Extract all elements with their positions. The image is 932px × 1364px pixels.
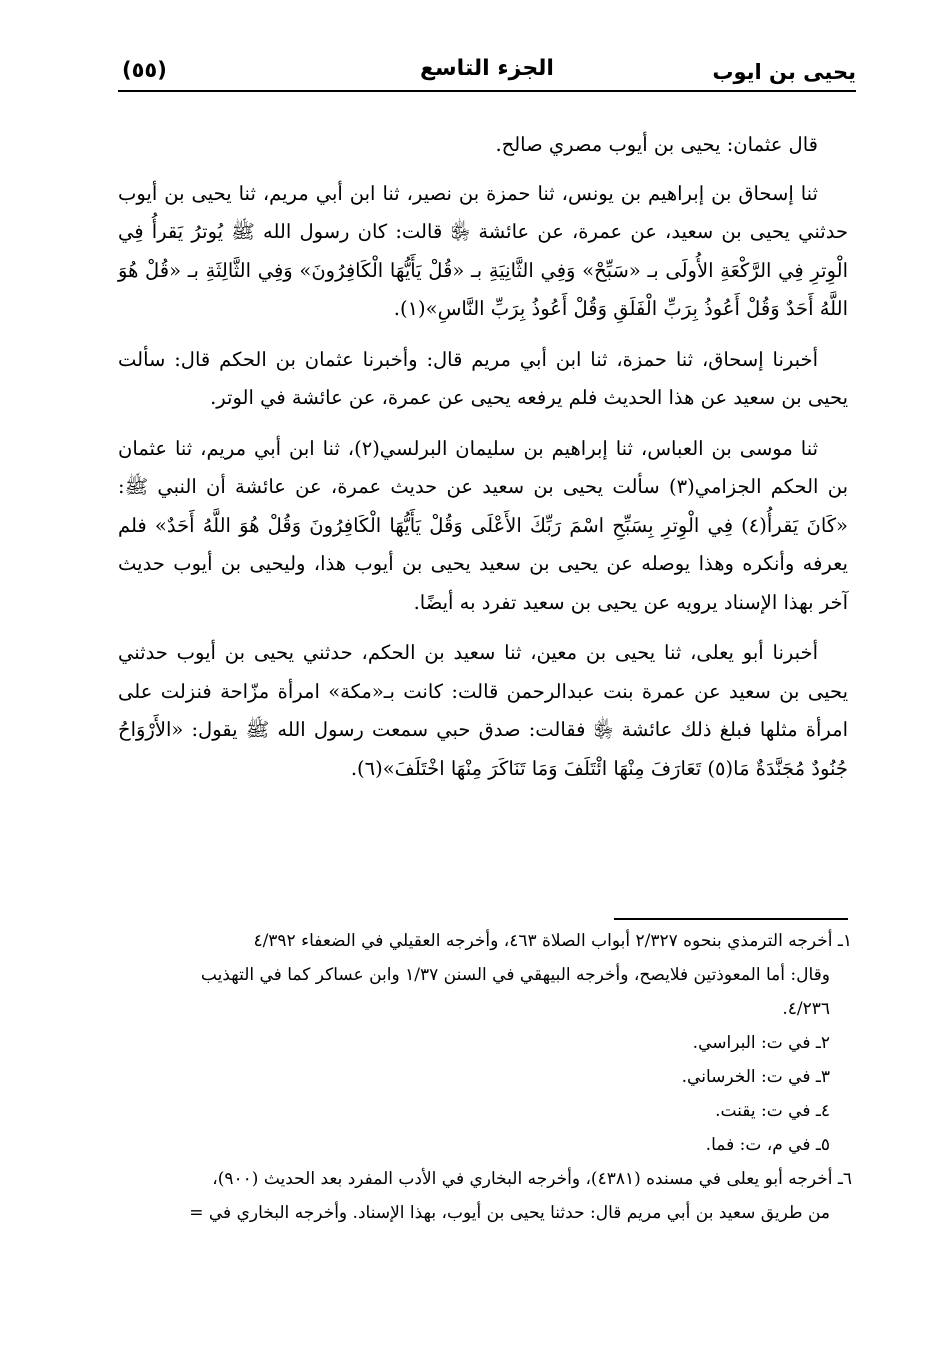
- footnote-3: ٣ـ في ت: الخرساني.: [681, 1067, 830, 1087]
- footnote-1-line-1: ١ـ أخرجه الترمذي بنحوه ٢/٣٢٧ أبواب الصلاة ٤٦٣، وأخرجه العقيلي في الضعفاء ٤/٣٩٢: [253, 931, 852, 951]
- header-rule: [118, 90, 856, 92]
- footnote-6-line-1: ٦ـ أخرجه أبو يعلى في مسنده (٤٣٨١)، وأخرجه البخاري في الأدب المفرد بعد الحديث (٩٠٠)،: [212, 1169, 852, 1189]
- paragraph-5: أخبرنا أبو يعلى، ثنا يحيى بن معين، ثنا سعيد بن الحكم، حدثني يحيى بن أيوب حدثني يحيى بن سعيد عن عمرة بنت عبدالرحمن قالت: كانت بـ«مكة» امرأة مزّاحة فنزلت على امرأة مثلها فبلغ ذلك عائشة ﵂ فقالت: صدق حبي سمعت رسول الله ﷺ يقول: «الأَرْوَاحُ جُنُودٌ مُجَنَّدَةٌ مَا(٥) تَعَارَفَ مِنْهَا ائْتَلَفَ وَمَا تَنَاكَرَ مِنْهَا اخْتَلَفَ»(٦).: [118, 641, 848, 780]
- running-header: [118, 52, 856, 92]
- paragraph-4: ثنا موسى بن العباس، ثنا إبراهيم بن سليمان البرلسي(٢)، ثنا ابن أبي مريم، ثنا عثمان بن الحكم الجزامي(٣) سألت يحيى بن سعيد عن حديث عمرة، عن عائشة أن النبي ﷺ: «كَانَ يَقرأُ(٤) فِي الْوِترِ بِسَبِّحِ اسْمَ رَبِّكَ الأَعْلَى وَقُلْ يَأَيُّهَا الْكَافِرُونَ وَقُلْ هُوَ اللَّهُ أَحَدٌ» فلم يعرفه وأنكره وهذا يوصله عن يحيى بن سعيد يحيى بن أيوب هذا، وليحيى بن أيوب حديث آخر بهذا الإسناد يرويه عن يحيى بن سعيد تفرد به أيضًا.: [118, 436, 849, 614]
- footnotes: [110, 924, 852, 1230]
- footnote-5: ٥ـ في م، ت: فما.: [705, 1135, 830, 1155]
- paragraph-2: ثنا إسحاق بن إبراهيم بن يونس، ثنا حمزة بن نصير، ثنا ابن أبي مريم، ثنا يحيى بن أيوب حدثني يحيى بن سعيد، عن عمرة، عن عائشة ﵂ قالت: كان رسول الله ﷺ يُوترُ يَقرأُ فِي الْوِترِ فِي الرَّكْعَةِ الأُولَى بـ «سَبِّحْ» وَفِي الثَّانِيَةِ بـ «قُلْ يَأَيُّهَا الْكَافِرُونَ» وَفِي الثَّالِثَةِ بـ «قُلْ هُوَ اللَّهُ أَحَدٌ وَقُلْ أَعُوذُ بِرَبِّ الْفَلَقِ وَقُلْ أَعُوذُ بِرَبِّ النَّاسِ»(١).: [118, 181, 848, 320]
- paragraph-3: أخبرنا إسحاق، ثنا حمزة، ثنا ابن أبي مريم قال: وأخبرنا عثمان بن الحكم قال: سألت يحيى بن سعيد عن هذا الحديث فلم يرفعه يحيى عن عمرة، عن عائشة في الوتر.: [118, 347, 848, 409]
- page-number: (٥٥): [122, 58, 167, 82]
- footnote-6-line-2: من طريق سعيد بن أبي مريم قال: حدثنا يحيى بن أيوب، بهذا الإسناد. وأخرجه البخاري في =: [189, 1203, 830, 1223]
- header-author-name: يحيى بن ايوب: [712, 60, 856, 84]
- paragraph-1: قال عثمان: يحيى بن أيوب مصري صالح.: [495, 133, 818, 156]
- main-text: [118, 126, 848, 800]
- footnote-1-line-2: وقال: أما المعوذتين فلايصح، وأخرجه البيهقي في السنن ١/٣٧ وابن عساكر كما في التهذيب: [200, 965, 830, 985]
- header-volume-title: الجزء التاسع: [420, 56, 554, 81]
- footnote-separator: [614, 918, 848, 920]
- footnote-2: ٢ـ في ت: البراسي.: [692, 1033, 830, 1053]
- footnote-4: ٤ـ في ت: يقنت.: [715, 1101, 830, 1121]
- footnote-1-line-3: ٤/٢٣٦.: [782, 999, 830, 1019]
